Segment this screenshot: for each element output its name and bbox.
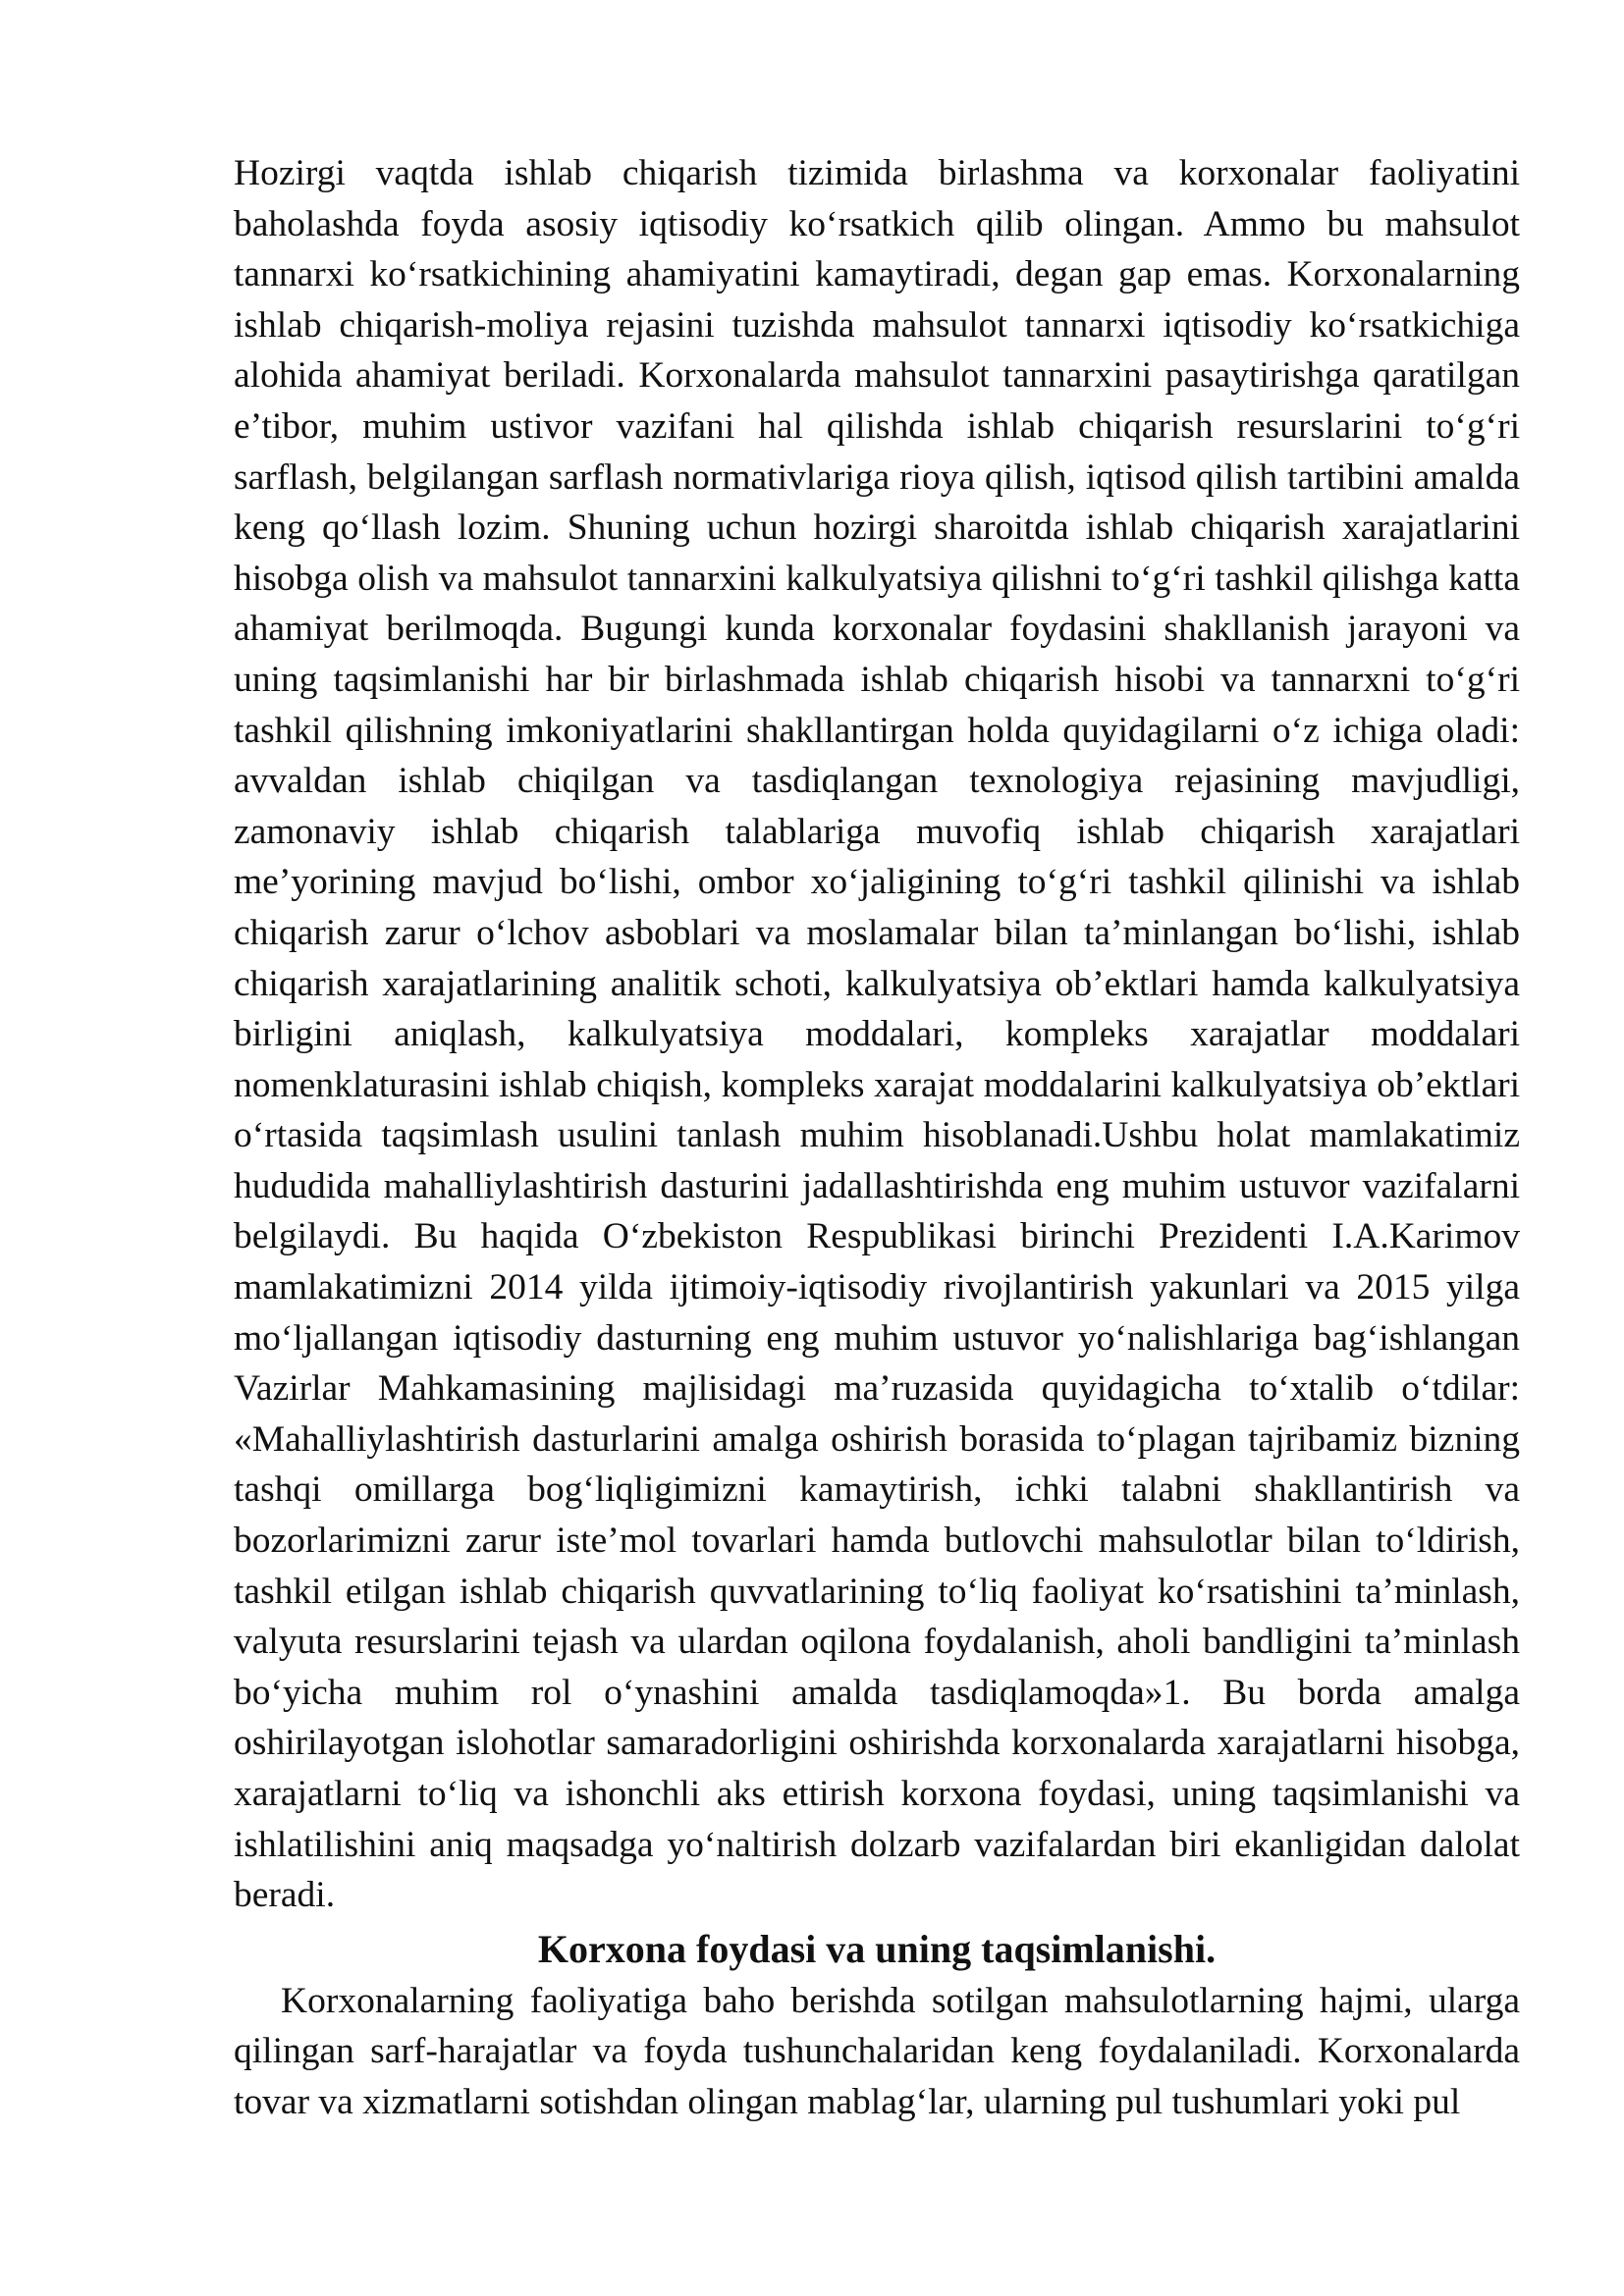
body-paragraph-2: Korxonalarning faoliyatiga baho berishda sotilgan mahsulotlarning hajmi, ularga qilingan sarf-harajatlar va foyda tushunchalaridan keng foydalaniladi. Korxonalarda tovar va xizmatlarni sotishdan olingan mablag‘lar, ularning pul tushumlari yoki pul [234,1980,1520,2122]
body-paragraph-1: Hozirgi vaqtda ishlab chiqarish tizimida birlashma va korxonalar faoliyatini baholashda foyda asosiy iqtisodiy ko‘rsatkich qilib olingan. Ammo bu mahsulot tannarxi ko‘rsatkichining ahamiyatini kamaytiradi, degan gap emas. Korxonalarning ishlab chiqarish-moliya rejasini tuzishda mahsulot tannarxi iqtisodiy ko‘rsatkichiga alohida ahamiyat beriladi. Korxonalarda mahsulot tannarxini pasaytirishga qaratilgan e’tibor, muhim ustivor vazifani hal qilishda ishlab chiqarish resurslarini to‘g‘ri sarflash, belgilangan sarflash normativlariga rioya qilish, iqtisod qilish tartibini amalda keng qo‘llash lozim. Shuning uchun hozirgi sharoitda ishlab chiqarish xarajatlarini hisobga olish va mahsulot tannarxini kalkulyatsiya qilishni to‘g‘ri tashkil qilishga katta ahamiyat berilmoqda. Bugungi kunda korxonalar foydasini shakllanish jarayoni va uning taqsimlanishi har bir birlashmada ishlab chiqarish hisobi va tannarxni to‘g‘ri tashkil qilishning imkoniyatlarini shakllantirgan holda quyidagilarni o‘z ichiga oladi: avvaldan ishlab chiqilgan va tasdiqlangan texnologiya rejasining mavjudligi, zamonaviy ishlab chiqarish talablariga muvofiq ishlab chiqarish xarajatlari me’yorining mavjud bo‘lishi, ombor xo‘jaligining to‘g‘ri tashkil qilinishi va ishlab chiqarish zarur o‘lchov asboblari va moslamalar bilan ta’minlangan bo‘lishi, ishlab chiqarish xarajatlarining analitik schoti, kalkulyatsiya ob’ektlari hamda kalkulyatsiya birligini aniqlash, kalkulyatsiya moddalari, kompleks xarajatlar moddalari nomenklaturasini ishlab chiqish, kompleks xarajat moddalarini kalkulyatsiya ob’ektlari o‘rtasida taqsimlash usulini tanlash muhim hisoblanadi.Ushbu holat mamlakatimiz hududida mahalliylashtirish dasturini jadallashtirishda eng muhim ustuvor vazifalarni belgilaydi. Bu haqida O‘zbekiston Respublikasi birinchi Prezidenti I.A.Karimov mamlakatimizni 2014 yilda ijtimoiy-iqtisodiy rivojlantirish yakunlari va 2015 yilga mo‘ljallangan iqtisodiy dasturning eng muhim ustuvor yo‘nalishlariga bag‘ishlangan Vazirlar Mahkamasining majlisidagi ma’ruzasida quyidagicha to‘xtalib o‘tdilar: «Mahalliylashtirish dasturlarini amalga oshirish borasida to‘plagan tajribamiz bizning tashqi omillarga bog‘liqligimizni kamaytirish, ichki talabni shakllantirish va bozorlarimizni zarur iste’mol tovarlari hamda butlovchi mahsulotlar bilan to‘ldirish, tashkil etilgan ishlab chiqarish quvvatlarining to‘liq faoliyat ko‘rsatishini ta’minlash, valyuta resurslarini tejash va ulardan oqilona foydalanish, aholi bandligini ta’minlash bo‘yicha muhim rol o‘ynashini amalda tasdiqlamoqda»1. Bu borda amalga oshirilayotgan islohotlar samaradorligini oshirishda korxonalarda xarajatlarni hisobga, xarajatlarni to‘liq va ishonchli aks ettirish korxona foydasi, uning taqsimlanishi va ishlatilishini aniq maqsadga yo‘naltirish dolzarb vazifalardan biri ekanligidan dalolat beradi. [234,153,1520,1916]
document-page [234,148,1520,2128]
section-heading: Korxona foydasi va uning taqsimlanishi. [537,1926,1217,1971]
